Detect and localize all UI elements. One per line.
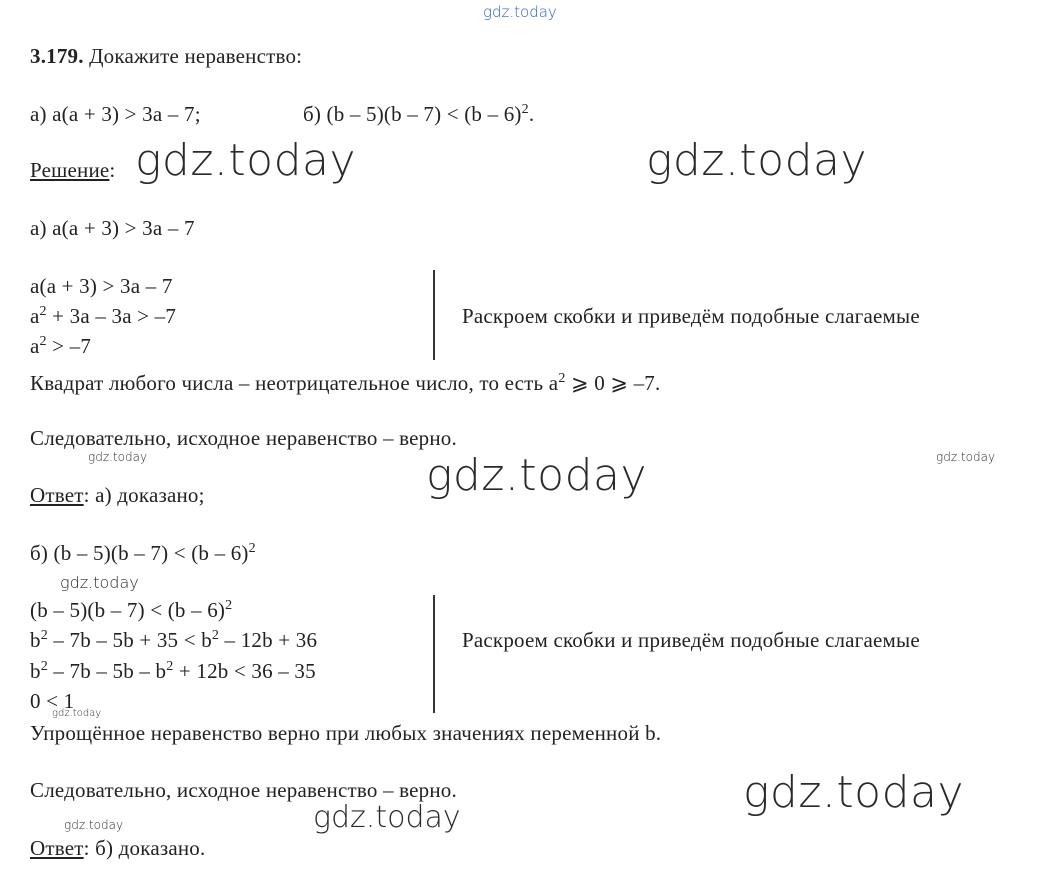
- part-a-step-2: $a^2 + 3a - 3a > -7$: [30, 304, 177, 328]
- watermark-big-4: gdz.today: [743, 767, 965, 818]
- problem-part-a: а) a(a + 3) > 3a – 7;: [30, 102, 201, 126]
- part-a-answer: Ответ: а) доказано;: [30, 483, 205, 507]
- part-b-note: Раскроем скобки и приведём подобные слагаемые: [462, 628, 920, 652]
- part-a-header: а) a(a + 3) > 3a – 7: [30, 216, 195, 240]
- part-b-header: б) (b – 5)(b – 7) < (b – 6)$^2$: [30, 541, 256, 565]
- problem-number: 3.179.: [30, 44, 84, 68]
- watermark-big-2: gdz.today: [646, 135, 868, 186]
- watermark-small-4: gdz.today: [52, 708, 102, 719]
- watermark-top: gdz.today: [483, 3, 557, 21]
- part-a-conclusion: Квадрат любого числа – неотрицательное число, то есть $a^2$ ⩾ 0 ⩾ –7.: [30, 371, 661, 395]
- watermark-small-3: gdz.today: [60, 573, 139, 592]
- solution-label: Решение:: [30, 158, 116, 182]
- watermark-small-2: gdz.today: [936, 450, 996, 464]
- watermark-small-1: gdz.today: [88, 450, 148, 464]
- part-b-step-1: (b – 5)(b – 7) < (b – 6)$^2$: [30, 598, 233, 622]
- watermark-big-1: gdz.today: [135, 135, 357, 186]
- part-b-divider: [433, 595, 435, 713]
- part-a-step-3: $a^2 > -7$: [30, 334, 92, 358]
- watermark-big-3: gdz.today: [426, 450, 648, 501]
- part-b-step-3: $b^2 - 7b - 5b - b^2 + 12b < 36 - 35$: [30, 659, 316, 683]
- watermark-mid-1: gdz.today: [313, 800, 461, 835]
- part-b-step-2: $b^2 - 7b - 5b + 35 < b^2 - 12b + 36$: [30, 628, 318, 652]
- part-a-therefore: Следовательно, исходное неравенство – верно.: [30, 426, 457, 450]
- problem-part-b: б) (b – 5)(b – 7) < (b – 6)$^2$.: [303, 102, 535, 126]
- problem-statement: Докажите неравенство:: [89, 44, 303, 68]
- part-b-therefore: Следовательно, исходное неравенство – верно.: [30, 778, 457, 802]
- part-a-note: Раскроем скобки и приведём подобные слагаемые: [462, 304, 920, 328]
- problem-header: [30, 43, 302, 69]
- part-b-conclusion: Упрощённое неравенство верно при любых значениях переменной b.: [30, 721, 662, 745]
- watermark-small-5: gdz.today: [64, 818, 124, 832]
- part-b-answer: Ответ: б) доказано.: [30, 836, 206, 860]
- part-a-divider: [433, 270, 435, 360]
- part-b-step-4: 0 < 1: [30, 689, 75, 713]
- part-a-step-1: a(a + 3) > 3a – 7: [30, 274, 173, 298]
